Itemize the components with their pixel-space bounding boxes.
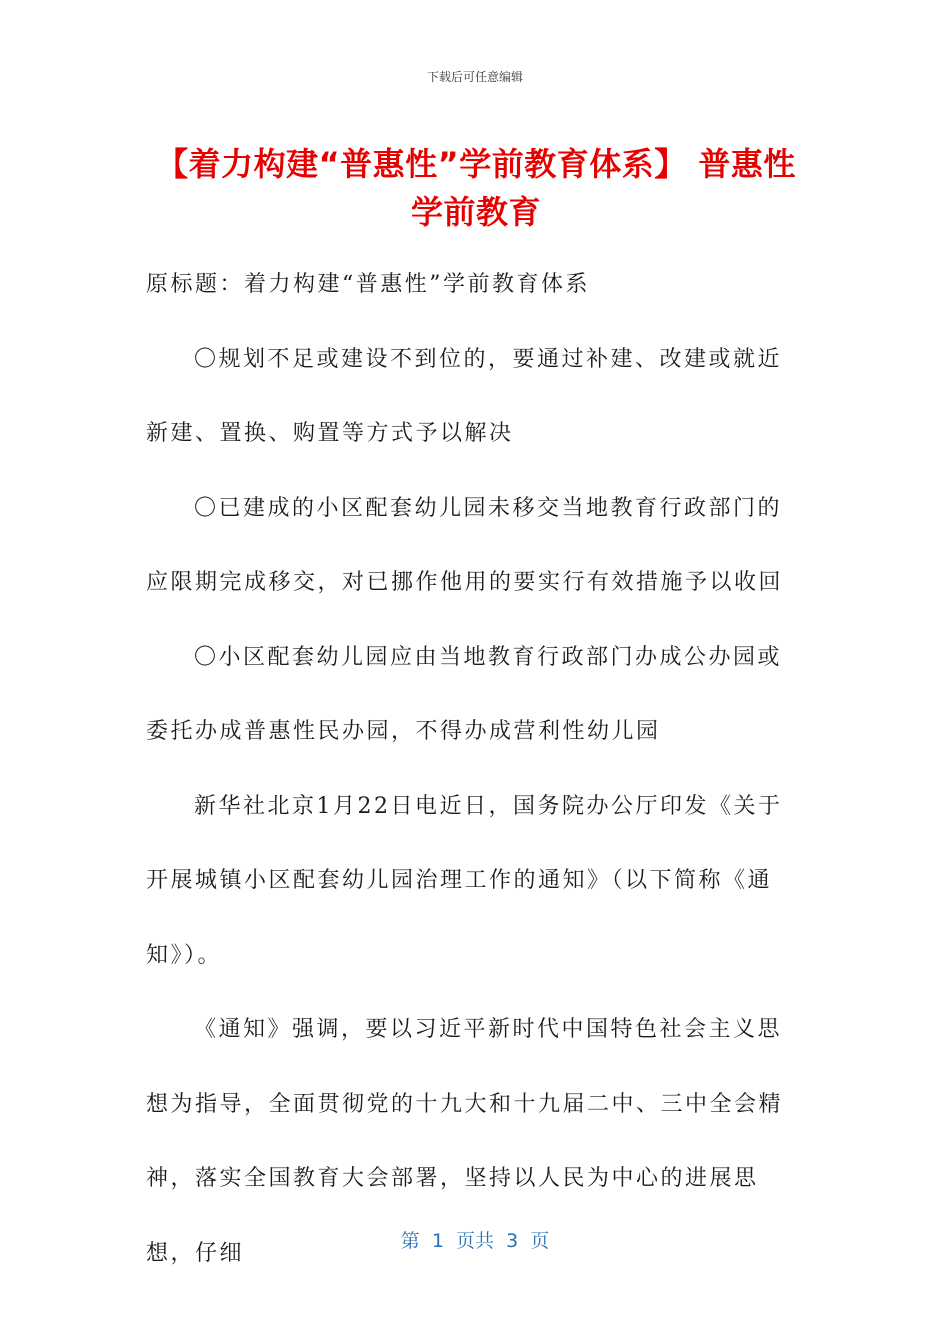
paragraph-original-title: 原标题：着力构建“普惠性”学前教育体系 xyxy=(146,272,590,297)
paragraph-news-lead: 新华社北京1月22日电近日，国务院办公厅印发《关于开展城镇小区配套幼儿园治理工作的通知》（以下简称《通知》）。 xyxy=(146,793,783,968)
paragraph-notice-emphasis: 《通知》强调，要以习近平新时代中国特色社会主义思想为指导，全面贯彻党的十九大和十九届二中、三中全会精神，落实全国教育大会部署，坚持以人民为中心的进展思想，仔细 xyxy=(146,1017,784,1266)
page-header-note: 下载后可任意编辑 xyxy=(426,70,523,84)
document-body xyxy=(146,248,800,1291)
document-title: 【着力构建“普惠性”学前教育体系】 普惠性学前教育 xyxy=(156,145,796,231)
paragraph-point-2: 〇已建成的小区配套幼儿园未移交当地教育行政部门的应限期完成移交，对已挪作他用的要实行有效措施予以收回 xyxy=(146,495,784,595)
paragraph-point-1: 〇规划不足或建设不到位的，要通过补建、改建或就近新建、置换、购置等方式予以解决 xyxy=(146,346,783,446)
page-number-footer: 第 1 页共 3 页 xyxy=(400,1230,550,1252)
paragraph-point-3: 〇小区配套幼儿园应由当地教育行政部门办成公办园或委托办成普惠性民办园，不得办成营利性幼儿园 xyxy=(146,644,783,744)
